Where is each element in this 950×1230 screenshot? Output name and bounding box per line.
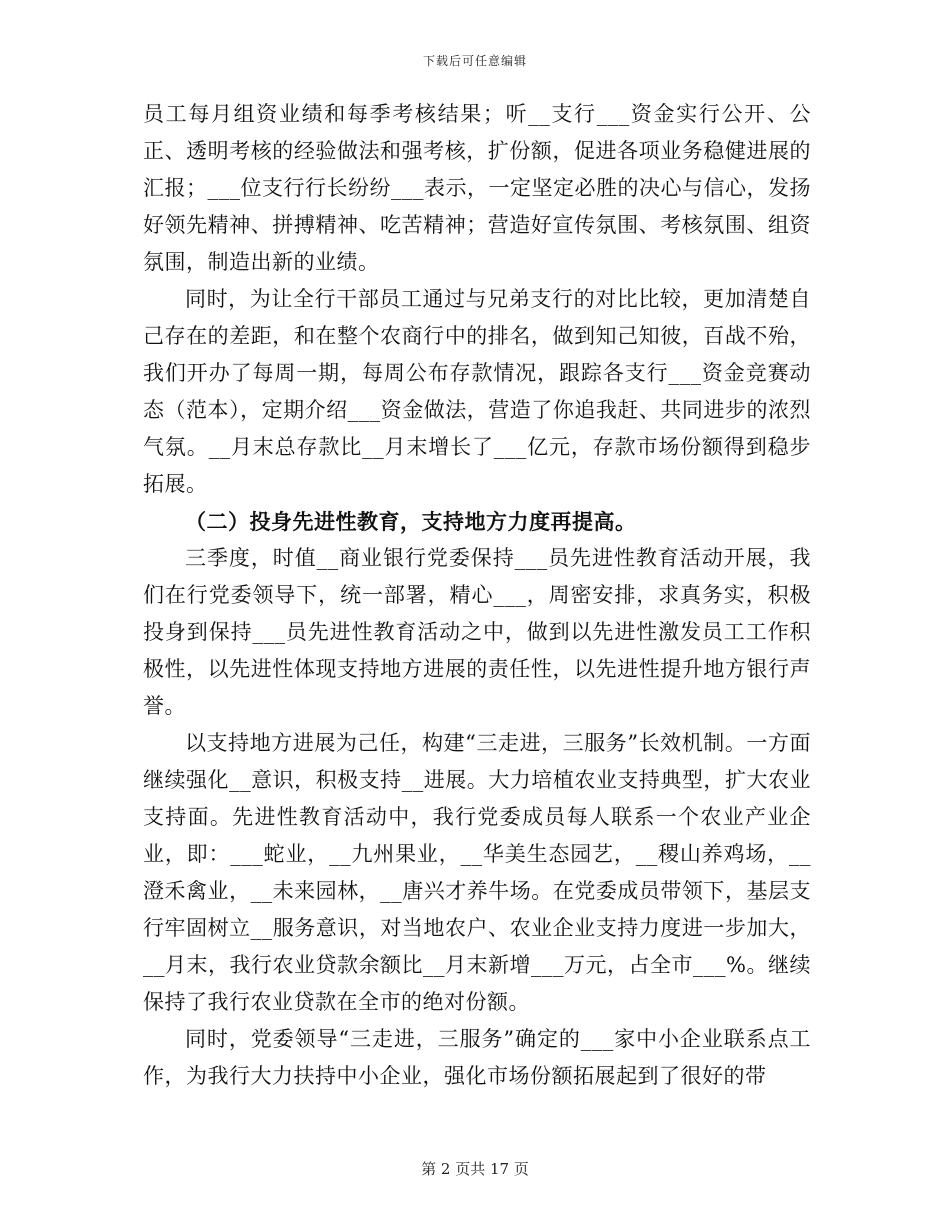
page-number: 第 2 页共 17 页 — [421, 1160, 529, 1178]
paragraph-sme-contact: 同时，党委领导“三走进，三服务”确定的___家中小企业联系点工作，为我行大力扶持中小企业，强化市场份额拓展起到了很好的带 — [143, 1027, 811, 1088]
paragraph-local-support: 以支持地方进展为己任，构建“三走进，三服务”长效机制。一方面继续强化__意识，积极支持__进展。大力培植农业支持典型，扩大农业支持面。先进性教育活动中，我行党委成员每人联系一个农业产业企业，即：___蛇业，__九州果业，__华美生态园艺，__稷山养鸡场，__澄禾禽业，__未来园林，__唐兴才养牛场。在党委成员带领下，基层支行牢固树立__服务意识，对当地农户、农业企业支持力度进一步加大，__月末，我行农业贷款余额比__月末新增___万元，占全市___%。继续保持了我行农业贷款在全市的绝对份额。 — [143, 731, 811, 1014]
paragraph-third-quarter: 三季度，时值__商业银行党委保持___员先进性教育活动开展，我们在行党委领导下，统一部署，精心___，周密安排，求真务实，积极投身到保持___员先进性教育活动之中，做到以先进性激发员工工作积极性，以先进性体现支持地方进展的责任性，以先进性提升地方银行声誉。 — [143, 546, 811, 718]
paragraph-continuation: 员工每月组资业绩和每季考核结果；听__支行___资金实行公开、公正、透明考核的经验做法和强考核，扩份额，促进各项业务稳健进展的汇报；___位支行行长纷纷___表示，一定坚定必胜的决心与信心，发扬好领先精神、拼搏精神、吃苦精神；营造好宣传氛围、考核氛围、组资氛围，制造出新的业绩。 — [143, 102, 811, 274]
document-body — [143, 96, 811, 1095]
paragraph-weekly-report: 同时，为让全行干部员工通过与兄弟支行的对比比较，更加清楚自己存在的差距，和在整个农商行中的排名，做到知己知彼，百战不殆，我们开办了每周一期，每周公布存款情况，跟踪各支行___资金竞赛动态（范本），定期介绍___资金做法，营造了你追我赶、共同进步的浓烈气氛。__月末总存款比__月末增长了___亿元，存款市场份额得到稳步拓展。 — [143, 287, 811, 496]
page-header: 下载后可任意编辑 — [422, 54, 527, 68]
section-heading: （二）投身先进性教育，支持地方力度再提高。 — [185, 509, 637, 534]
